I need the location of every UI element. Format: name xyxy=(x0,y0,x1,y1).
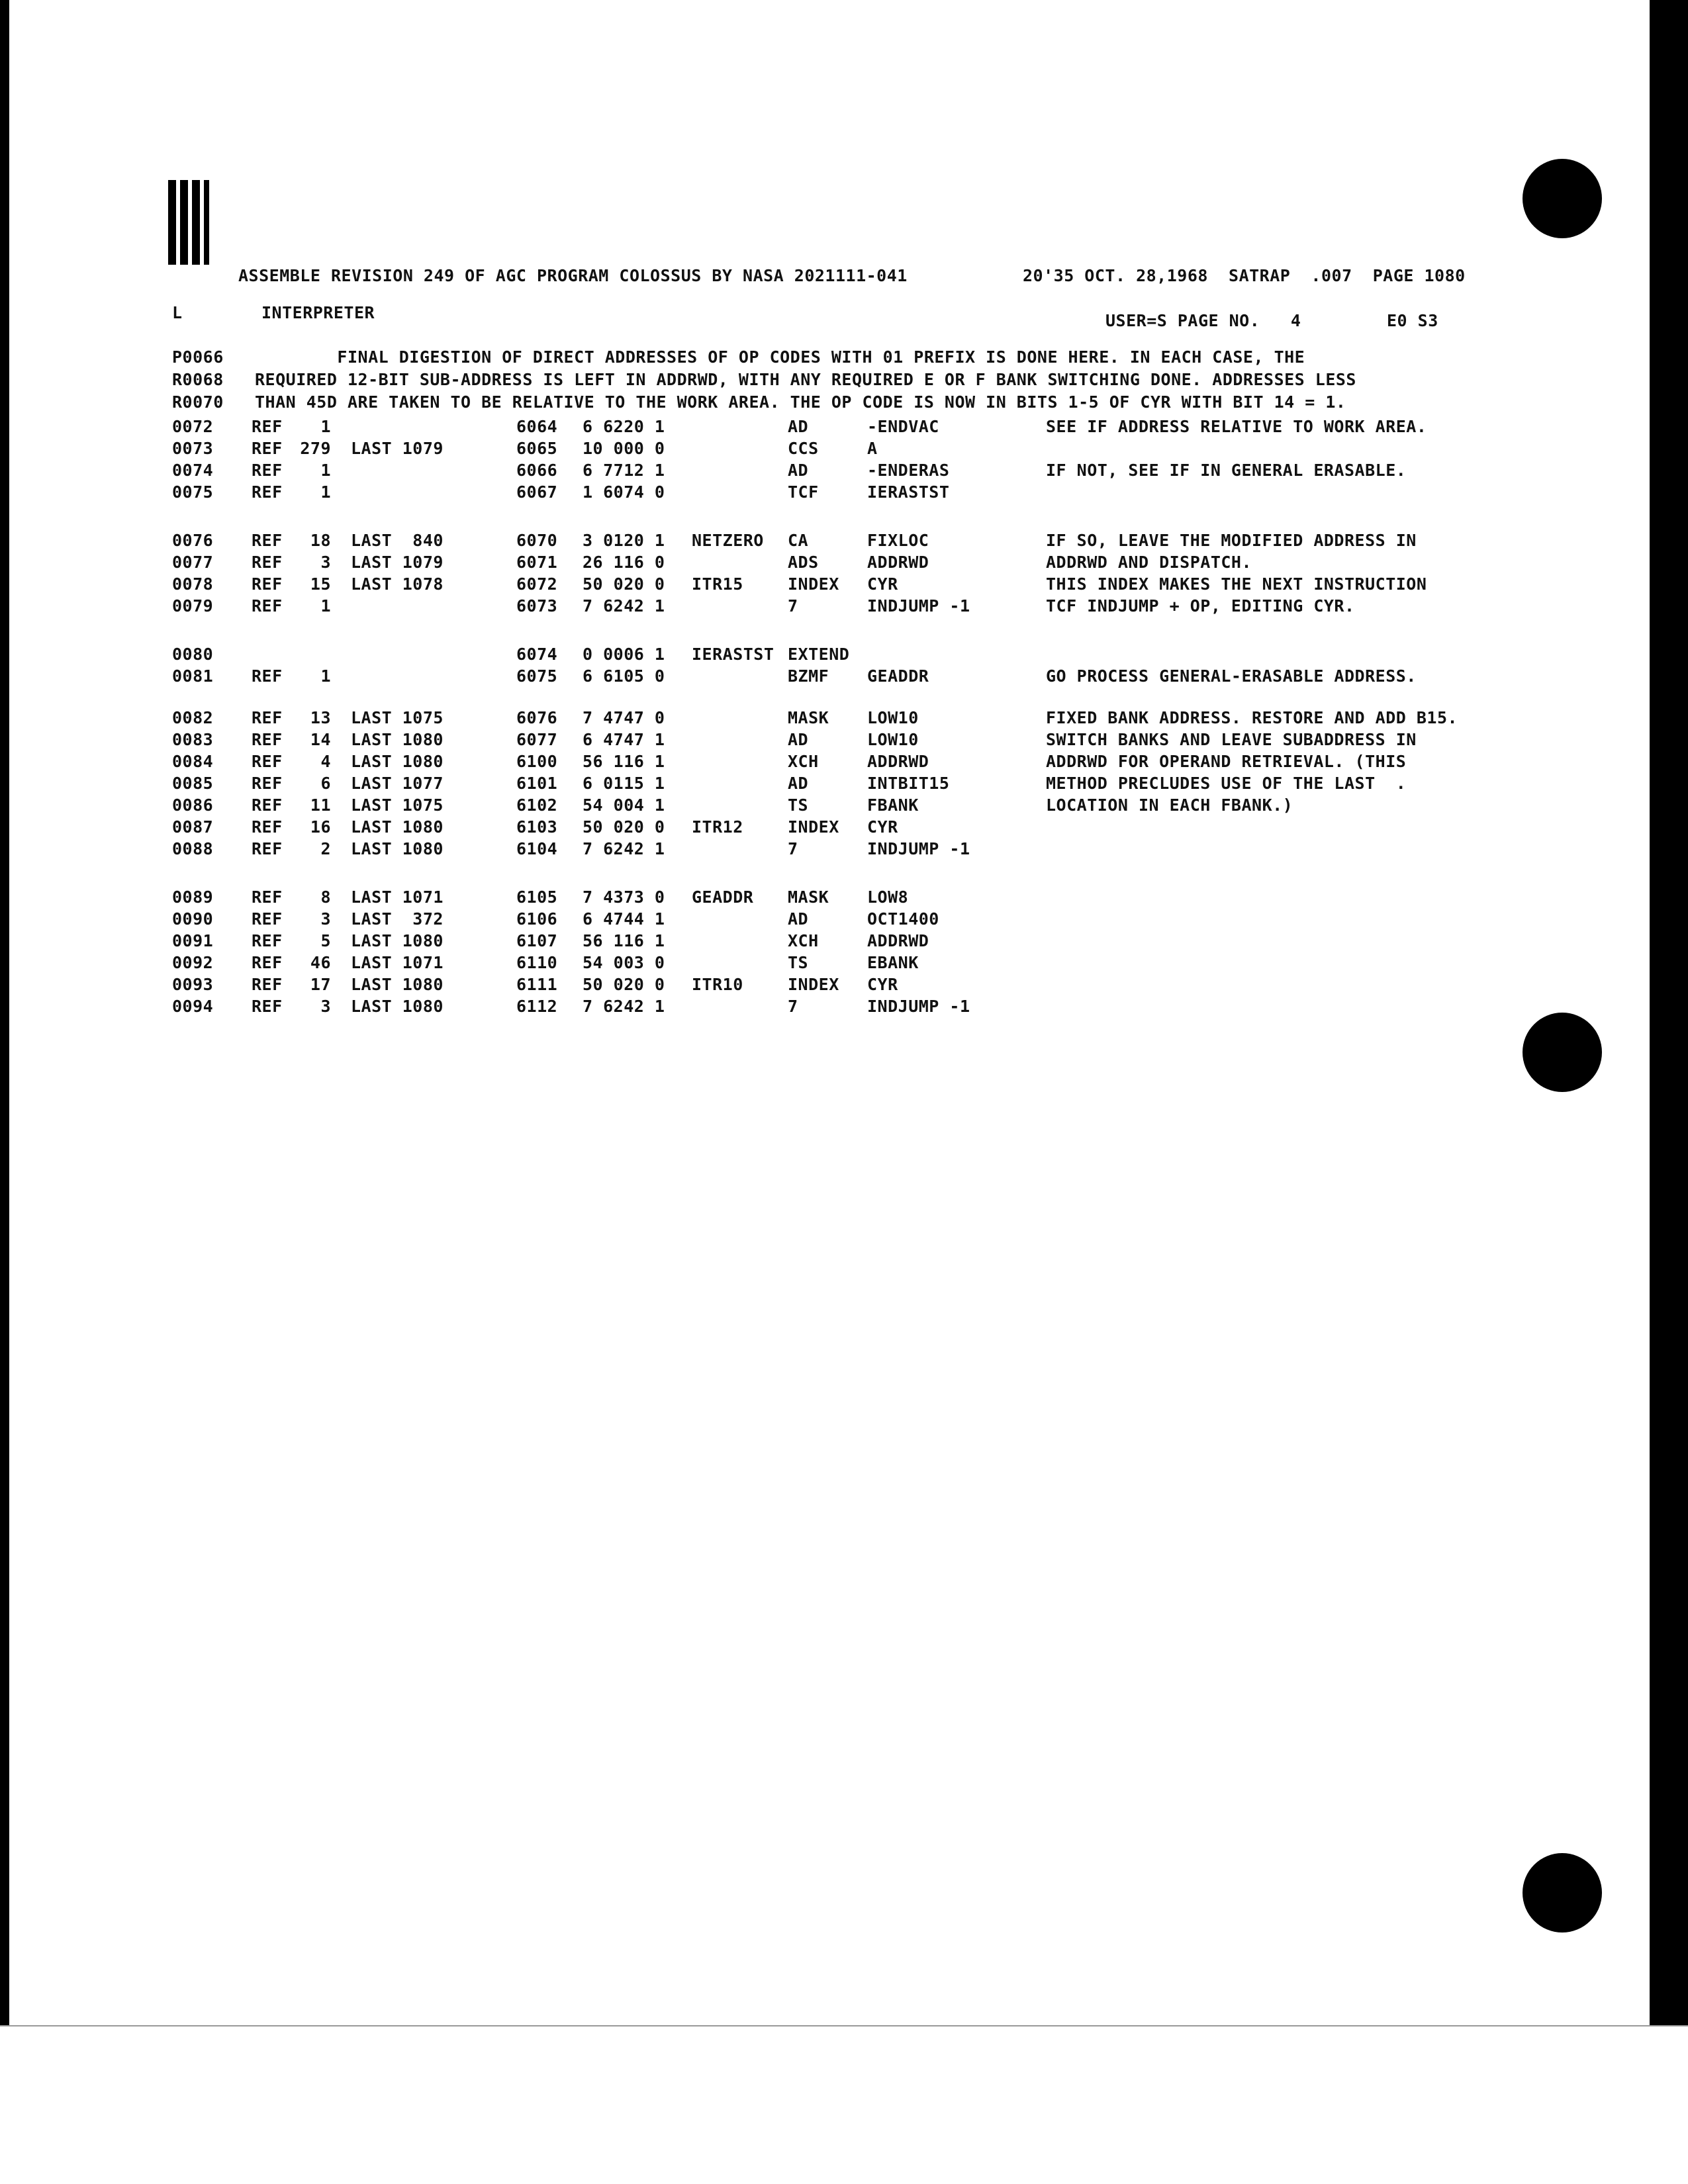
opcode: 7 xyxy=(788,596,798,615)
last-ref: LAST 1075 xyxy=(351,796,444,815)
listing-row xyxy=(0,997,1688,1018)
ref-flag: REF xyxy=(252,461,283,480)
operand: EBANK xyxy=(867,953,919,972)
listing-row xyxy=(0,931,1688,952)
line-number: 0076 xyxy=(172,531,214,550)
operand: OCT1400 xyxy=(867,909,939,929)
comment: LOCATION IN EACH FBANK.) xyxy=(1046,796,1293,815)
line-number: 0086 xyxy=(172,796,214,815)
ref-count: 279 xyxy=(300,439,331,458)
intro-line-text: REQUIRED 12-BIT SUB-ADDRESS IS LEFT IN ADDRWD, WITH ANY REQUIRED E OR F BANK SWITCHING DONE. ADDRESSES LESS xyxy=(255,370,1356,389)
location: 6064 xyxy=(516,417,558,436)
operand: -ENDVAC xyxy=(867,417,939,436)
ref-flag: REF xyxy=(252,482,283,502)
intro-line-text: FINAL DIGESTION OF DIRECT ADDRESSES OF OP CODES WITH 01 PREFIX IS DONE HERE. IN EACH CASE, THE xyxy=(255,347,1305,367)
comment: THIS INDEX MAKES THE NEXT INSTRUCTION xyxy=(1046,574,1427,594)
last-ref: LAST 1080 xyxy=(351,997,444,1016)
operand: CYR xyxy=(867,817,898,837)
last-ref: LAST 1075 xyxy=(351,708,444,727)
comment: FIXED BANK ADDRESS. RESTORE AND ADD B15. xyxy=(1046,708,1458,727)
opcode: EXTEND xyxy=(788,645,850,664)
octal-code: 54 003 0 xyxy=(583,953,665,972)
operand: LOW10 xyxy=(867,708,919,727)
last-ref: LAST 1080 xyxy=(351,730,444,749)
last-ref: LAST 1079 xyxy=(351,553,444,572)
operand: ADDRWD xyxy=(867,553,929,572)
ref-count: 13 xyxy=(310,708,331,727)
listing-row xyxy=(0,887,1688,909)
header-datestamp: 20'35 OCT. 28,1968 SATRAP .007 PAGE 1080 xyxy=(1023,266,1466,285)
listing-row xyxy=(0,752,1688,773)
location: 6067 xyxy=(516,482,558,502)
ref-count: 8 xyxy=(320,887,331,907)
ref-flag: REF xyxy=(252,931,283,950)
comment: IF SO, LEAVE THE MODIFIED ADDRESS IN xyxy=(1046,531,1417,550)
ref-count: 15 xyxy=(310,574,331,594)
listing-row xyxy=(0,975,1688,996)
ref-count: 3 xyxy=(320,909,331,929)
last-ref: LAST 1077 xyxy=(351,774,444,793)
ref-count: 5 xyxy=(320,931,331,950)
octal-code: 6 6220 1 xyxy=(583,417,665,436)
last-ref: LAST 840 xyxy=(351,531,444,550)
ref-count: 11 xyxy=(310,796,331,815)
line-number: 0080 xyxy=(172,645,214,664)
octal-code: 1 6074 0 xyxy=(583,482,665,502)
location: 6066 xyxy=(516,461,558,480)
opcode: CCS xyxy=(788,439,819,458)
listing-row xyxy=(0,482,1688,504)
ref-flag: REF xyxy=(252,752,283,771)
octal-code: 7 6242 1 xyxy=(583,997,665,1016)
location: 6101 xyxy=(516,774,558,793)
operand: -ENDERAS xyxy=(867,461,950,480)
ref-count: 1 xyxy=(320,417,331,436)
line-number: 0083 xyxy=(172,730,214,749)
octal-code: 7 4747 0 xyxy=(583,708,665,727)
location: 6077 xyxy=(516,730,558,749)
opcode: AD xyxy=(788,909,809,929)
ref-flag: REF xyxy=(252,596,283,615)
line-number: 0075 xyxy=(172,482,214,502)
last-ref: LAST 1080 xyxy=(351,931,444,950)
opcode: INDEX xyxy=(788,817,839,837)
label: ITR10 xyxy=(692,975,743,994)
header-e-s: E0 S3 xyxy=(1387,311,1438,330)
operand: LOW10 xyxy=(867,730,919,749)
ref-count: 46 xyxy=(310,953,331,972)
line-number: 0092 xyxy=(172,953,214,972)
operand: INTBIT15 xyxy=(867,774,950,793)
location: 6110 xyxy=(516,953,558,972)
label: ITR15 xyxy=(692,574,743,594)
octal-code: 3 0120 1 xyxy=(583,531,665,550)
octal-code: 6 4747 1 xyxy=(583,730,665,749)
ref-count: 6 xyxy=(320,774,331,793)
operand: INDJUMP -1 xyxy=(867,596,970,615)
listing-row xyxy=(0,417,1688,438)
line-number: 0089 xyxy=(172,887,214,907)
line-number: 0090 xyxy=(172,909,214,929)
location: 6076 xyxy=(516,708,558,727)
opcode: MASK xyxy=(788,887,829,907)
header-listing-type: L xyxy=(172,303,183,322)
ref-count: 3 xyxy=(320,997,331,1016)
operand: ADDRWD xyxy=(867,752,929,771)
comment: GO PROCESS GENERAL-ERASABLE ADDRESS. xyxy=(1046,666,1417,686)
location: 6105 xyxy=(516,887,558,907)
ref-flag: REF xyxy=(252,531,283,550)
location: 6100 xyxy=(516,752,558,771)
comment: ADDRWD FOR OPERAND RETRIEVAL. (THIS xyxy=(1046,752,1407,771)
opcode: AD xyxy=(788,774,809,793)
opcode: TS xyxy=(788,796,809,815)
listing-row xyxy=(0,909,1688,931)
header-section: INTERPRETER xyxy=(261,303,375,322)
ref-flag: REF xyxy=(252,975,283,994)
ref-flag: REF xyxy=(252,574,283,594)
ref-count: 17 xyxy=(310,975,331,994)
operand: A xyxy=(867,439,878,458)
operand: IERASTST xyxy=(867,482,950,502)
listing-row xyxy=(0,730,1688,751)
ref-flag: REF xyxy=(252,774,283,793)
ref-flag: REF xyxy=(252,839,283,858)
line-number: 0084 xyxy=(172,752,214,771)
line-number: 0078 xyxy=(172,574,214,594)
last-ref: LAST 1080 xyxy=(351,975,444,994)
ref-count: 2 xyxy=(320,839,331,858)
ref-flag: REF xyxy=(252,997,283,1016)
location: 6075 xyxy=(516,666,558,686)
last-ref: LAST 1078 xyxy=(351,574,444,594)
last-ref: LAST 372 xyxy=(351,909,444,929)
last-ref: LAST 1080 xyxy=(351,839,444,858)
operand: ADDRWD xyxy=(867,931,929,950)
location: 6073 xyxy=(516,596,558,615)
punch-hole-top xyxy=(1523,159,1602,238)
label: IERASTST xyxy=(692,645,774,664)
listing-row xyxy=(0,596,1688,617)
line-number: 0088 xyxy=(172,839,214,858)
location: 6103 xyxy=(516,817,558,837)
line-number: 0074 xyxy=(172,461,214,480)
ref-count: 1 xyxy=(320,596,331,615)
label: ITR12 xyxy=(692,817,743,837)
opcode: 7 xyxy=(788,839,798,858)
octal-code: 50 020 0 xyxy=(583,975,665,994)
last-ref: LAST 1080 xyxy=(351,752,444,771)
listing-row xyxy=(0,574,1688,596)
location: 6111 xyxy=(516,975,558,994)
operand: INDJUMP -1 xyxy=(867,997,970,1016)
ref-flag: REF xyxy=(252,817,283,837)
line-number: 0077 xyxy=(172,553,214,572)
operand: GEADDR xyxy=(867,666,929,686)
comment: SEE IF ADDRESS RELATIVE TO WORK AREA. xyxy=(1046,417,1427,436)
listing-row xyxy=(0,953,1688,974)
line-number: 0085 xyxy=(172,774,214,793)
octal-code: 7 6242 1 xyxy=(583,596,665,615)
label: NETZERO xyxy=(692,531,764,550)
location: 6070 xyxy=(516,531,558,550)
opcode: XCH xyxy=(788,931,819,950)
ref-count: 16 xyxy=(310,817,331,837)
location: 6071 xyxy=(516,553,558,572)
last-ref: LAST 1079 xyxy=(351,439,444,458)
octal-code: 50 020 0 xyxy=(583,574,665,594)
ref-flag: REF xyxy=(252,439,283,458)
opcode: MASK xyxy=(788,708,829,727)
ref-flag: REF xyxy=(252,909,283,929)
ref-flag: REF xyxy=(252,730,283,749)
octal-code: 54 004 1 xyxy=(583,796,665,815)
listing-row xyxy=(0,461,1688,482)
last-ref: LAST 1071 xyxy=(351,887,444,907)
opcode: BZMF xyxy=(788,666,829,686)
line-number: 0091 xyxy=(172,931,214,950)
line-number: 0094 xyxy=(172,997,214,1016)
opcode: TCF xyxy=(788,482,819,502)
ref-count: 14 xyxy=(310,730,331,749)
listing-row xyxy=(0,839,1688,860)
comment: METHOD PRECLUDES USE OF THE LAST . xyxy=(1046,774,1407,793)
intro-line-number: R0068 xyxy=(172,370,224,389)
location: 6106 xyxy=(516,909,558,929)
operand: LOW8 xyxy=(867,887,909,907)
ref-count: 18 xyxy=(310,531,331,550)
octal-code: 56 116 1 xyxy=(583,752,665,771)
ref-flag: REF xyxy=(252,953,283,972)
location: 6112 xyxy=(516,997,558,1016)
location: 6065 xyxy=(516,439,558,458)
operand: CYR xyxy=(867,975,898,994)
comment: ADDRWD AND DISPATCH. xyxy=(1046,553,1252,572)
ref-count: 1 xyxy=(320,461,331,480)
line-number: 0081 xyxy=(172,666,214,686)
location: 6107 xyxy=(516,931,558,950)
opcode: TS xyxy=(788,953,809,972)
octal-code: 6 0115 1 xyxy=(583,774,665,793)
location: 6104 xyxy=(516,839,558,858)
ref-flag: REF xyxy=(252,417,283,436)
octal-code: 7 6242 1 xyxy=(583,839,665,858)
ref-count: 1 xyxy=(320,482,331,502)
ref-count: 1 xyxy=(320,666,331,686)
opcode: XCH xyxy=(788,752,819,771)
listing-row xyxy=(0,531,1688,552)
operand: CYR xyxy=(867,574,898,594)
intro-line-text: THAN 45D ARE TAKEN TO BE RELATIVE TO THE WORK AREA. THE OP CODE IS NOW IN BITS 1-5 OF CYR WITH BIT 14 = 1. xyxy=(255,392,1346,412)
octal-code: 10 000 0 xyxy=(583,439,665,458)
operand: FBANK xyxy=(867,796,919,815)
punch-hole-bottom xyxy=(1523,1853,1602,1933)
octal-code: 6 6105 0 xyxy=(583,666,665,686)
line-number: 0073 xyxy=(172,439,214,458)
header-user-page: USER=S PAGE NO. 4 xyxy=(1105,311,1301,330)
operand: INDJUMP -1 xyxy=(867,839,970,858)
octal-code: 56 116 1 xyxy=(583,931,665,950)
comment: TCF INDJUMP + OP, EDITING CYR. xyxy=(1046,596,1355,615)
ref-flag: REF xyxy=(252,553,283,572)
header-title: ASSEMBLE REVISION 249 OF AGC PROGRAM COLOSSUS BY NASA 2021111-041 xyxy=(238,266,908,285)
listing-row xyxy=(0,645,1688,666)
ref-count: 3 xyxy=(320,553,331,572)
label: GEADDR xyxy=(692,887,754,907)
operand: FIXLOC xyxy=(867,531,929,550)
ref-flag: REF xyxy=(252,887,283,907)
intro-line-number: R0070 xyxy=(172,392,224,412)
ref-count: 4 xyxy=(320,752,331,771)
location: 6102 xyxy=(516,796,558,815)
octal-code: 26 116 0 xyxy=(583,553,665,572)
intro-line-number: P0066 xyxy=(172,347,224,367)
opcode: 7 xyxy=(788,997,798,1016)
listing-row xyxy=(0,774,1688,795)
listing-row xyxy=(0,666,1688,688)
scan-bottom-edge xyxy=(0,2025,1688,2026)
opcode: INDEX xyxy=(788,574,839,594)
comment: IF NOT, SEE IF IN GENERAL ERASABLE. xyxy=(1046,461,1407,480)
punch-hole-middle xyxy=(1523,1013,1602,1092)
listing-row xyxy=(0,796,1688,817)
octal-code: 6 7712 1 xyxy=(583,461,665,480)
line-number: 0087 xyxy=(172,817,214,837)
comment: SWITCH BANKS AND LEAVE SUBADDRESS IN xyxy=(1046,730,1417,749)
line-number: 0093 xyxy=(172,975,214,994)
opcode: INDEX xyxy=(788,975,839,994)
opcode: CA xyxy=(788,531,809,550)
opcode: AD xyxy=(788,417,809,436)
opcode: AD xyxy=(788,730,809,749)
octal-code: 7 4373 0 xyxy=(583,887,665,907)
listing-row xyxy=(0,439,1688,460)
ref-flag: REF xyxy=(252,666,283,686)
location: 6072 xyxy=(516,574,558,594)
listing-row xyxy=(0,817,1688,839)
octal-code: 0 0006 1 xyxy=(583,645,665,664)
octal-code: 6 4744 1 xyxy=(583,909,665,929)
ref-flag: REF xyxy=(252,708,283,727)
line-number: 0079 xyxy=(172,596,214,615)
listing-row xyxy=(0,553,1688,574)
ref-flag: REF xyxy=(252,796,283,815)
line-number: 0082 xyxy=(172,708,214,727)
octal-code: 50 020 0 xyxy=(583,817,665,837)
last-ref: LAST 1071 xyxy=(351,953,444,972)
last-ref: LAST 1080 xyxy=(351,817,444,837)
listing-row xyxy=(0,708,1688,729)
location: 6074 xyxy=(516,645,558,664)
opcode: AD xyxy=(788,461,809,480)
line-number: 0072 xyxy=(172,417,214,436)
registration-bars xyxy=(168,180,211,265)
opcode: ADS xyxy=(788,553,819,572)
